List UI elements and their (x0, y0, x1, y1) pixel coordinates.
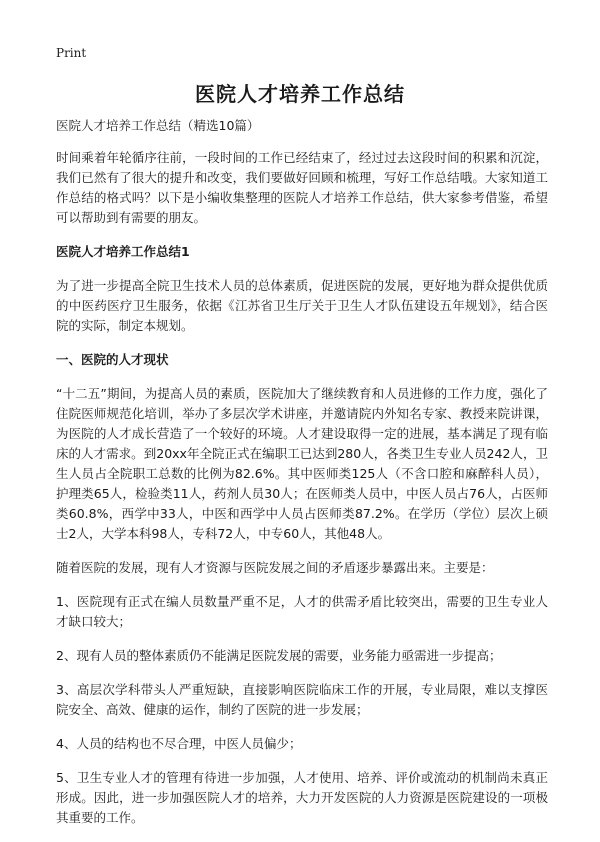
problem-item: 3、高层次学科带头人严重短缺，直接影响医院临床工作的开展，专业局限，难以支撑医院安全、高效、健康的运作，制约了医院的进一步发展； (56, 682, 548, 717)
problem-item: 5、卫生专业人才的管理有待进一步加强，人才使用、培养、评价或流动的机制尚未真正形成。因此，进一步加强医院人才的培养，大力开发医院的人力资源是医院建设的一项极其重要的工作。 (56, 770, 548, 825)
article-subtitle: 医院人才培养工作总结（精选10篇） (56, 118, 260, 133)
intro-paragraph: 时间乘着年轮循序往前，一段时间的工作已经结束了，经过过去这段时间的积累和沉淀，我们已然有了很大的提升和改变，我们要做好回顾和梳理，写好工作总结哦。大家知道工作总结的格式吗？以下是小编收集整理的医院人才培养工作总结，供大家参考借鉴，希望可以帮助到有需要的朋友。 (56, 150, 548, 225)
subheading-talent-status: 一、医院的人才现状 (56, 352, 169, 367)
problem-item: 2、现有人员的整体素质仍不能满足医院发展的需要，业务能力亟需进一步提高； (56, 648, 502, 663)
section-heading: 医院人才培养工作总结1 (56, 244, 190, 259)
article-body (56, 116, 548, 842)
status-paragraph: “十二五”期间，为提高人员的素质，医院加大了继续教育和人员进修的工作力度，强化了住院医师规范化培训，举办了多层次学术讲座，并邀请院内外知名专家、教授来院讲课，为医院的人才成长营造了一个较好的环境。人才建设取得一定的进展，基本满足了现有临床的人才需求。到20xx年全院正式在编职工已达到280人，各类卫生专业人员242人，卫生人员占全院职工总数的比例为82.6%。其中医师类125人（不含口腔和麻醉科人员），护理类65人，检验类11人，药剂人员30人；在医师类人员中，中医人员占76人，占医师类60.8%，西学中33人，中医和西学中人员占医师类87.2%。在学历（学位）层次上硕士2人，大学本科98人，专科72人，中专60人，其他48人。 (56, 386, 548, 541)
problem-item: 4、人员的结构也不尽合理，中医人员偏少； (56, 736, 302, 751)
page-title: 医院人才培养工作总结 (195, 82, 405, 106)
problems-intro: 随着医院的发展，现有人才资源与医院发展之间的矛盾逐步暴露出来。主要是： (56, 560, 494, 575)
print-link[interactable]: Print (56, 46, 87, 60)
problem-item: 1、医院现有正式在编人员数量严重不足，人才的供需矛盾比较突出，需要的卫生专业人才缺口较大； (56, 594, 548, 629)
section-paragraph: 为了进一步提高全院卫生技术人员的总体素质，促进医院的发展，更好地为群众提供优质的中医药医疗卫生服务，依据《江苏省卫生厅关于卫生人才队伍建设五年规划》，结合医院的实际，制定本规划。 (56, 278, 548, 333)
